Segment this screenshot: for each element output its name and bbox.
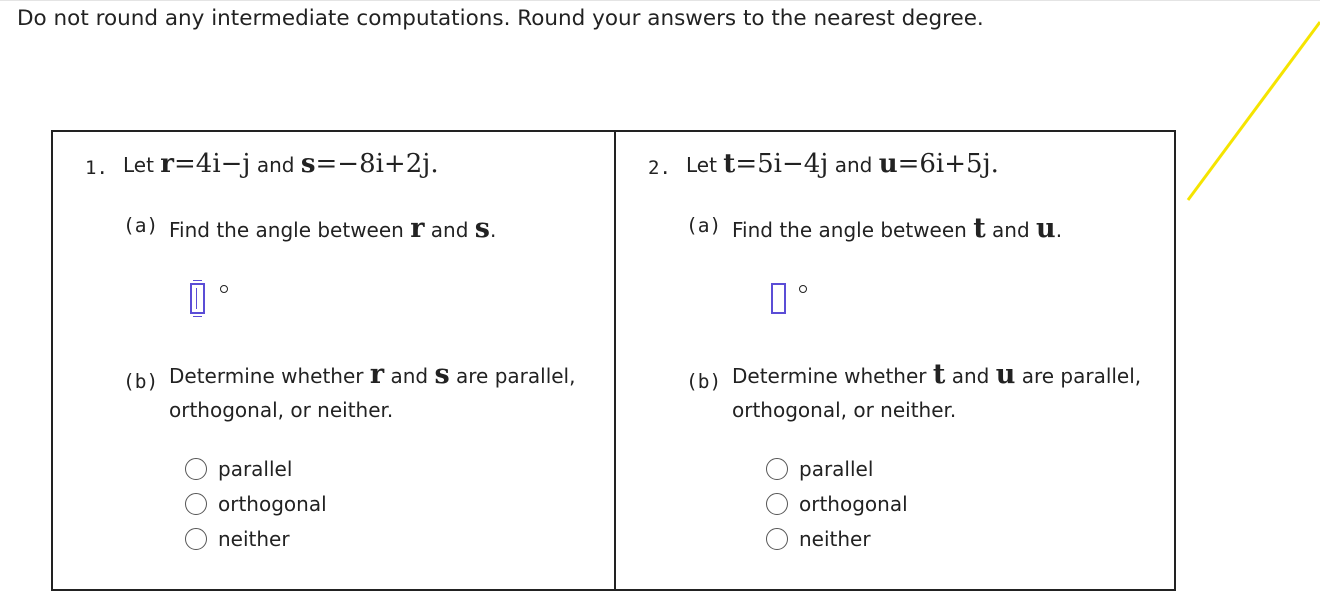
part-b-line-1: [169, 358, 575, 393]
radio-button[interactable]: [766, 493, 788, 515]
option-orthogonal[interactable]: [185, 486, 327, 521]
vector-name: u: [878, 149, 898, 179]
option-neither[interactable]: [185, 521, 327, 556]
period: .: [490, 218, 497, 242]
angle-answer-input[interactable]: [190, 283, 205, 314]
vector-expression: =6i+5j.: [897, 149, 999, 179]
vector-definition-r: [160, 149, 250, 179]
let-word: Let: [123, 153, 154, 177]
and-word: and: [834, 153, 873, 177]
top-divider: [0, 0, 1320, 1]
option-label: orthogonal: [218, 491, 327, 516]
instructions-text: Do not round any intermediate computations. Round your answers to the nearest degree.: [17, 6, 984, 31]
vector-t: t: [932, 359, 946, 390]
yellow-annotation-line: [1188, 22, 1320, 200]
relationship-options: [766, 451, 908, 556]
question-text: are parallel,: [1021, 364, 1142, 388]
option-neither[interactable]: [766, 521, 908, 556]
part-a-label: (a): [123, 214, 159, 237]
vector-definition-t: [723, 149, 828, 179]
part-a-question: [732, 212, 1062, 247]
option-label: neither: [799, 526, 871, 551]
part-b-question: [169, 358, 575, 427]
vector-definition-s: [301, 149, 439, 179]
part-b-line-2: orthogonal, or neither.: [169, 398, 394, 422]
radio-button[interactable]: [766, 528, 788, 550]
option-orthogonal[interactable]: [766, 486, 908, 521]
option-label: neither: [218, 526, 290, 551]
option-label: orthogonal: [799, 491, 908, 516]
option-label: parallel: [799, 456, 874, 481]
radio-button[interactable]: [185, 458, 207, 480]
problem-statement: [123, 149, 439, 179]
vector-s: s: [474, 213, 490, 244]
option-label: parallel: [218, 456, 293, 481]
question-text: Find the angle between: [169, 218, 404, 242]
problem-number: 2.: [648, 157, 671, 179]
question-text: Find the angle between: [732, 218, 967, 242]
vector-expression: =5i−4j: [735, 149, 829, 179]
part-b-line-2: orthogonal, or neither.: [732, 398, 957, 422]
part-b-label: (b): [686, 370, 722, 393]
vector-r: r: [369, 359, 385, 390]
vector-name: s: [300, 149, 316, 179]
and-word: and: [390, 364, 429, 388]
problem-grid: [51, 130, 1176, 591]
and-word: and: [951, 364, 990, 388]
problem-2-cell: [614, 132, 1174, 589]
degree-symbol: [799, 285, 807, 293]
angle-answer-input[interactable]: [771, 283, 786, 314]
vector-expression: =4i−j: [174, 149, 251, 179]
degree-symbol: [220, 285, 228, 293]
question-text: Determine whether: [169, 364, 364, 388]
vector-t: t: [973, 213, 986, 244]
problem-statement: [686, 149, 999, 179]
and-word: and: [430, 218, 469, 242]
part-b-question: [732, 358, 1141, 427]
part-b-line-1: [732, 358, 1141, 393]
radio-button[interactable]: [185, 493, 207, 515]
vector-u: u: [995, 359, 1016, 390]
and-word: and: [256, 153, 295, 177]
vector-u: u: [1036, 213, 1056, 244]
let-word: Let: [686, 153, 717, 177]
period: .: [1055, 218, 1063, 242]
option-parallel[interactable]: [766, 451, 908, 486]
question-text: Determine whether: [732, 364, 927, 388]
question-text: are parallel,: [456, 364, 576, 388]
option-parallel[interactable]: [185, 451, 327, 486]
radio-button[interactable]: [185, 528, 207, 550]
relationship-options: [185, 451, 327, 556]
problem-number: 1.: [85, 157, 108, 179]
vector-expression: =−8i+2j.: [315, 149, 439, 179]
problem-1-cell: [53, 132, 614, 589]
and-word: and: [992, 218, 1030, 242]
part-a-question: [169, 212, 496, 247]
vector-name: t: [723, 149, 736, 179]
vector-definition-u: [879, 149, 999, 179]
vector-r: r: [410, 213, 425, 244]
vector-s: s: [434, 359, 450, 390]
vector-name: r: [160, 149, 174, 179]
part-a-label: (a): [686, 214, 722, 237]
radio-button[interactable]: [766, 458, 788, 480]
part-b-label: (b): [123, 370, 159, 393]
